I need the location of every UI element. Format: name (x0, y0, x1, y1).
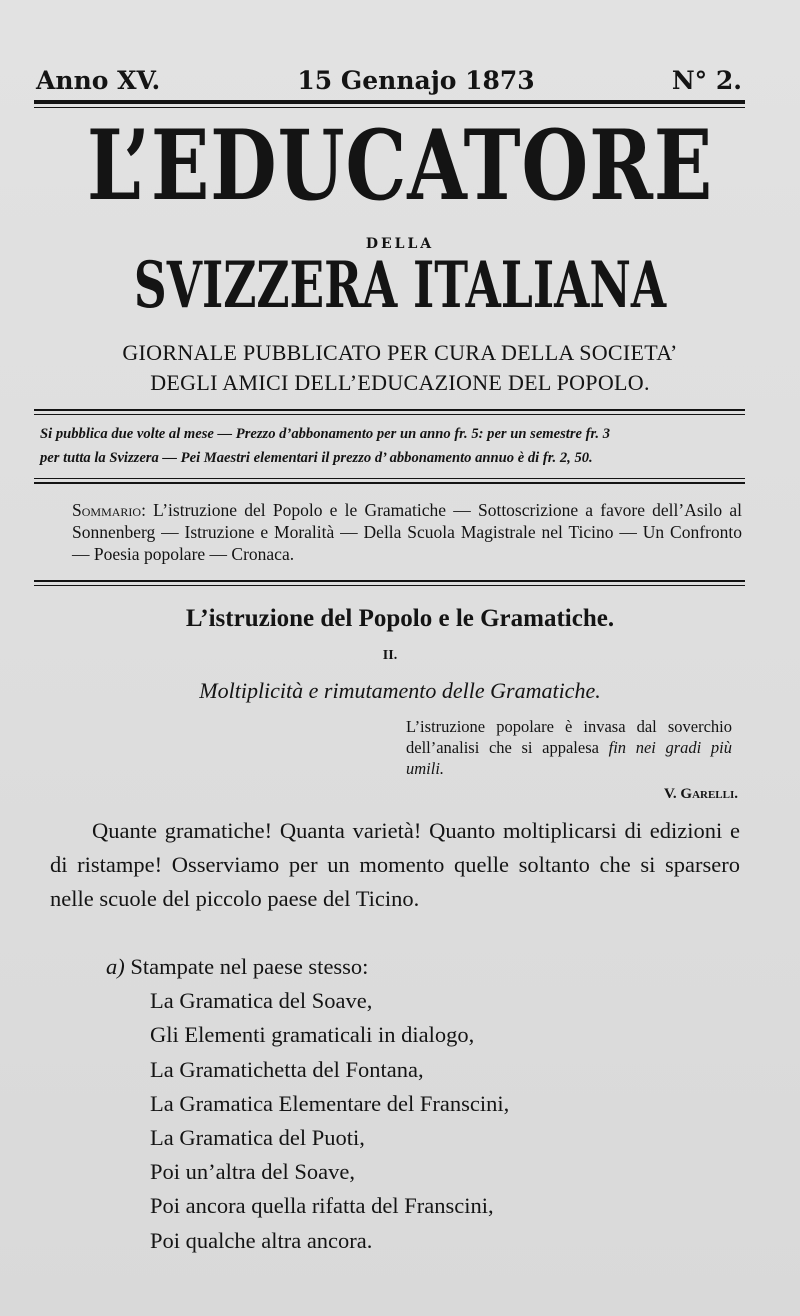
top-rule-thin (34, 107, 745, 108)
list-intro: Stampate nel paese stesso: (130, 954, 369, 979)
list-item: La Gramatica Elementare del Franscini, (150, 1090, 510, 1116)
list-marker: a) (106, 954, 125, 979)
rule-above-article (34, 580, 745, 582)
article-part-number: II. (382, 648, 398, 663)
rule-above-subscription (34, 409, 745, 411)
masthead-description-line1: GIORNALE PUBBLICATO PER CURA DELLA SOCIETA’ (122, 340, 678, 365)
list-items (150, 984, 509, 1258)
section-title: Moltiplicità e rimutamento delle Gramatiche. (199, 678, 601, 703)
rule-below-subscription (34, 482, 745, 484)
list-item: Gli Elementi gramaticali in dialogo, (150, 1022, 475, 1048)
subscription-line1: Si pubblica due volte al mese — Prezzo d’abbonamento per un anno fr. 5: per un semestre fr. 3 (40, 426, 610, 442)
list-item: Poi ancora quella rifatta del Franscini, (150, 1193, 494, 1219)
summary-label: Sommario: (72, 500, 146, 520)
summary-text: L’istruzione del Popolo e le Gramatiche — Sottoscrizione a favore dell’Asilo al Sonnenberg — Istruzione e Moralità — Della Scuola Magistrale nel Ticino — Un Confronto — Poesia popolare — Cronaca. (72, 500, 742, 564)
masthead-description-line2: DEGLI AMICI DELL’EDUCAZIONE DEL POPOLO. (150, 370, 650, 395)
rule-above-article-thin (34, 585, 745, 586)
subscription-line2: per tutta la Svizzera — Pei Maestri elementari il prezzo d’ abbonamento annuo è di fr. 2, 50. (40, 450, 593, 466)
masthead-della: DELLA (365, 236, 435, 252)
list-intro-line (106, 950, 509, 984)
epigraph-author: V. Garelli. (664, 786, 738, 802)
issue-date: 15 Gennajo 1873 (297, 66, 535, 95)
issue-year: Anno XV. (36, 66, 161, 95)
list-item: La Gramatichetta del Fontana, (150, 1056, 424, 1082)
list-item: La Gramatica del Puoti, (150, 1125, 365, 1151)
masthead-subtitle: SVIZZERA ITALIANA (133, 248, 667, 323)
list-item: La Gramatica del Soave, (150, 988, 373, 1014)
list-item: Poi un’altra del Soave, (150, 1159, 355, 1185)
list-item: Poi qualche altra ancora. (150, 1227, 373, 1253)
summary (72, 499, 742, 565)
epigraph-text: L’istruzione popolare è invasa dal soverchio dell’analisi che si appalesa (406, 717, 732, 757)
rule-below-subscription-thin (34, 478, 745, 479)
epigraph-italic: fin nei gradi più umili. (406, 738, 732, 778)
issue-number: N° 2. (671, 66, 742, 95)
rule-above-subscription-thin (34, 414, 745, 415)
masthead-title: L’EDUCATORE (86, 109, 714, 222)
top-rule-thick (34, 100, 745, 104)
grammar-list (106, 950, 509, 1258)
article-body (50, 814, 740, 916)
article-title: L’istruzione del Popolo e le Gramatiche. (185, 605, 615, 632)
article-paragraph: Quante gramatiche! Quanta varietà! Quanto moltiplicarsi di edizioni e di ristampe! Osserviamo per un momento quelle soltanto che si sparsero nelle scuole del piccolo paese del Ticino. (50, 818, 740, 911)
issue-line (36, 66, 742, 95)
epigraph (406, 716, 732, 779)
